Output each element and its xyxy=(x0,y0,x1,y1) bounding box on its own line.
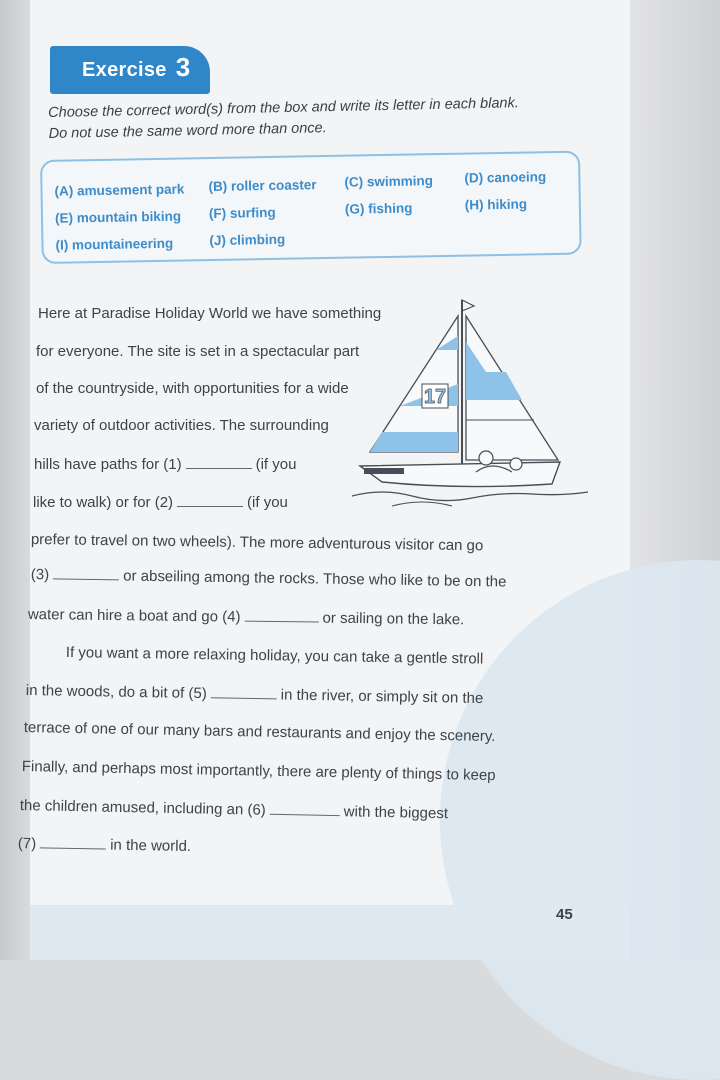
sail-number: 17 xyxy=(423,386,447,408)
exercise-label: Exercise xyxy=(82,58,167,81)
blank-4[interactable] xyxy=(244,620,318,623)
word-option-i: (I) mountaineering xyxy=(55,235,174,253)
sailboat-illustration xyxy=(352,292,592,522)
passage-text: in the world. xyxy=(110,836,192,856)
passage-text: (if you xyxy=(255,456,297,473)
page-shadow xyxy=(0,0,30,960)
passage-text: (7) xyxy=(17,835,37,853)
passage-text: (if you xyxy=(247,494,288,511)
decorative-footer-band xyxy=(30,905,630,960)
word-option-f: (F) surfing xyxy=(208,204,276,222)
blank-6[interactable] xyxy=(270,813,340,816)
passage-line: variety of outdoor activities. The surrounding xyxy=(34,417,329,434)
word-option-h: (H) hiking xyxy=(464,196,528,213)
passage-text: or abseiling among the rocks. Those who like to be on the xyxy=(123,567,507,591)
exercise-number: 3 xyxy=(175,51,191,82)
passage-line: terrace of one of our many bars and restaurants and enjoy the scenery. xyxy=(23,719,496,746)
instruction-line-2: Do not use the same word more than once. xyxy=(48,120,327,142)
passage-text: with the biggest xyxy=(343,803,449,823)
passage-line: prefer to travel on two wheels). The more adventurous visitor can go xyxy=(30,531,484,555)
word-option-g: (G) fishing xyxy=(344,200,413,217)
word-option-c: (C) swimming xyxy=(344,173,434,190)
blank-1[interactable] xyxy=(186,467,252,469)
passage-line: for everyone. The site is set in a spectacular part xyxy=(36,343,360,360)
passage-text: in the woods, do a bit of (5) xyxy=(25,682,207,703)
passage-text: in the river, or simply sit on the xyxy=(280,686,484,707)
passage-text: the children amused, including an (6) xyxy=(19,797,266,819)
passage-line: If you want a more relaxing holiday, you can take a gentle stroll xyxy=(65,644,484,668)
word-option-e: (E) mountain biking xyxy=(54,208,182,226)
blank-5[interactable] xyxy=(211,696,277,699)
passage-text: or sailing on the lake. xyxy=(322,609,465,629)
passage-text: like to walk) or for (2) xyxy=(33,494,174,511)
instruction-line-1: Choose the correct word(s) from the box and write its letter in each blank. xyxy=(48,95,519,121)
word-option-j: (J) climbing xyxy=(209,231,286,249)
blank-3[interactable] xyxy=(53,577,119,580)
passage-line: Finally, and perhaps most importantly, there are plenty of things to keep xyxy=(21,758,496,785)
passage-text: (3) xyxy=(30,566,50,584)
passage-line: Here at Paradise Holiday World we have something xyxy=(38,305,382,322)
page-number: 45 xyxy=(556,906,573,923)
exercise-heading xyxy=(50,46,210,94)
word-option-a: (A) amusement park xyxy=(54,181,185,199)
word-box xyxy=(40,151,582,264)
blank-7[interactable] xyxy=(40,846,106,849)
blank-2[interactable] xyxy=(177,505,243,507)
passage-line-with-blank xyxy=(18,835,191,855)
word-option-b: (B) roller coaster xyxy=(208,177,317,195)
word-option-d: (D) canoeing xyxy=(464,169,547,186)
passage-line-with-blank xyxy=(33,494,288,511)
passage-line-with-blank xyxy=(34,456,296,473)
passage-text: water can hire a boat and go (4) xyxy=(27,606,241,626)
passage-text: hills have paths for (1) xyxy=(34,456,182,473)
passage-line: of the countryside, with opportunities for a wide xyxy=(36,380,349,397)
